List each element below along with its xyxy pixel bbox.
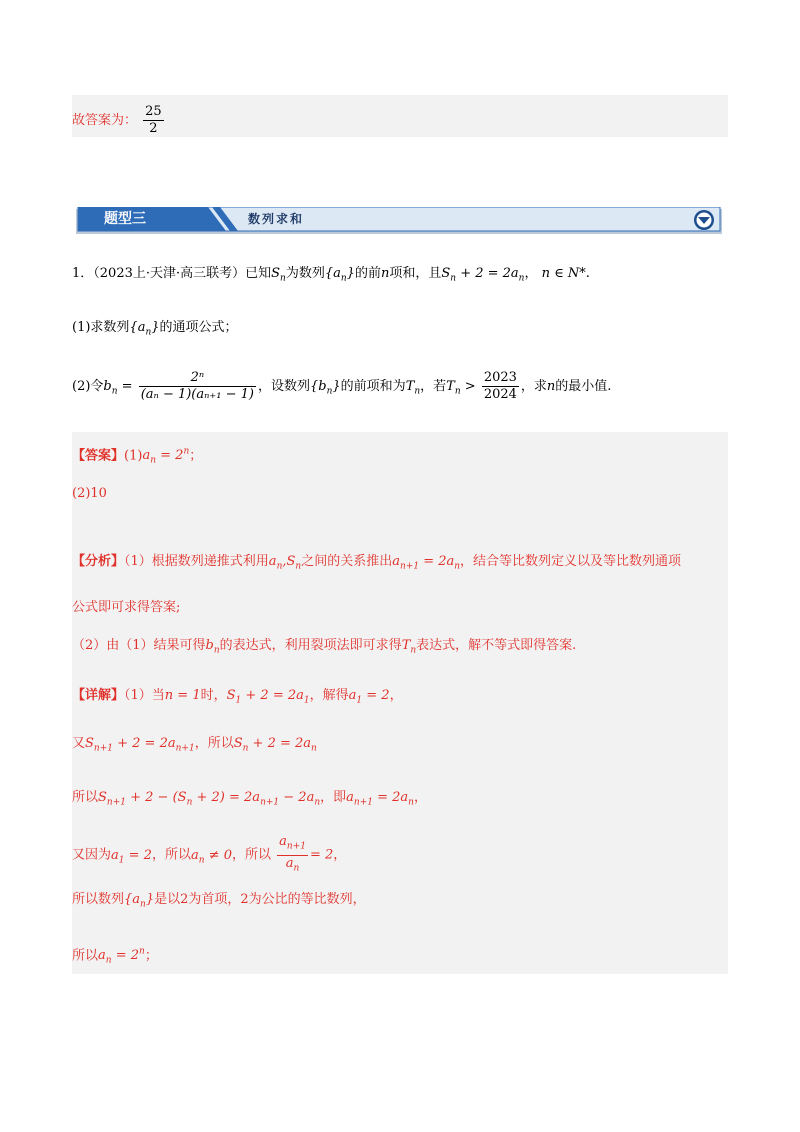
bound-fraction: $\frac{2023}{2024}$ — [483, 370, 517, 402]
problem-stem: 1．（2023上·天津·高三联考）已知$S_n$为数列$\{a_n\}$的前n项和，且$S_n + 2 = 2a_n$， n ∈ N*. — [72, 266, 590, 284]
detail-line-2: 又$S_{n+1} + 2 = 2a_{n+1}$，所以$S_n + 2 = 2a_n$ — [72, 736, 317, 754]
problem-part1: (1)求数列$\{a_n\}$的通项公式； — [72, 320, 238, 338]
detail-line-6: 所以$a_n = 2^n$； — [72, 947, 158, 966]
detail-line-1: 【详解】（1）当n = 1时，$S_1 + 2 = 2a_1$，解得$a_1 = 2$， — [72, 688, 403, 706]
answer-line-1: 【答案】$(1)a_n = 2^n$； — [72, 447, 203, 466]
prev-answer-line — [72, 104, 166, 137]
answer-line-2: (2)10 — [72, 486, 107, 501]
problem-part2: (2)令$b_n$ = $\frac{\text{2ⁿ}}{\text{(aₙ − 1)(aₙ₊₁ − 1)}}$ ，设数列$\{b_n\}$的前项和为$T_n$，若$T_n$ > $\frac{2023}{2024}$ ，求n的最小值. — [72, 370, 612, 402]
prev-answer-block — [72, 95, 728, 137]
bn-fraction: $\frac{\text{2ⁿ}}{\text{(aₙ − 1)(aₙ₊₁ − 1)}}$ — [140, 370, 254, 402]
ratio-fraction: $\frac{a_{n+1}}{a_n}$ — [279, 834, 306, 874]
analysis-line-3: （2）由（1）结果可得$b_n$的表达式，利用裂项法即可求得$T_n$表达式，解不等式即得答案. — [72, 638, 577, 656]
detail-line-5: 所以数列$\{a_n\}$是以2为首项，2为公比的等比数列， — [72, 892, 366, 910]
prev-answer-fraction: $\frac{25}{2}$ — [145, 104, 162, 136]
analysis-line-1: 【分析】（1）根据数列递推式利用$a_n,S_n$之间的关系推出$a_{n+1} = 2a_n$，结合等比数列定义以及等比数列通项 — [72, 554, 682, 572]
section-banner — [76, 207, 722, 234]
prev-answer-label: 故答案为： — [72, 113, 138, 128]
detail-line-4: 又因为$a_1 = 2$，所以$a_n \ne 0$，所以 $\frac{a_{n+1}}{a_n}$ = 2， — [72, 834, 346, 880]
analysis-line-2: 公式即可求得答案; — [72, 600, 181, 615]
detail-line-3: 所以$S_{n+1} + 2 - (S_n + 2) = 2a_{n+1} - 2a_n$，即$a_{n+1} = 2a_n$， — [72, 790, 427, 808]
banner-title: 数列求和 — [248, 212, 305, 226]
banner-tag: 题型三 — [104, 211, 146, 227]
